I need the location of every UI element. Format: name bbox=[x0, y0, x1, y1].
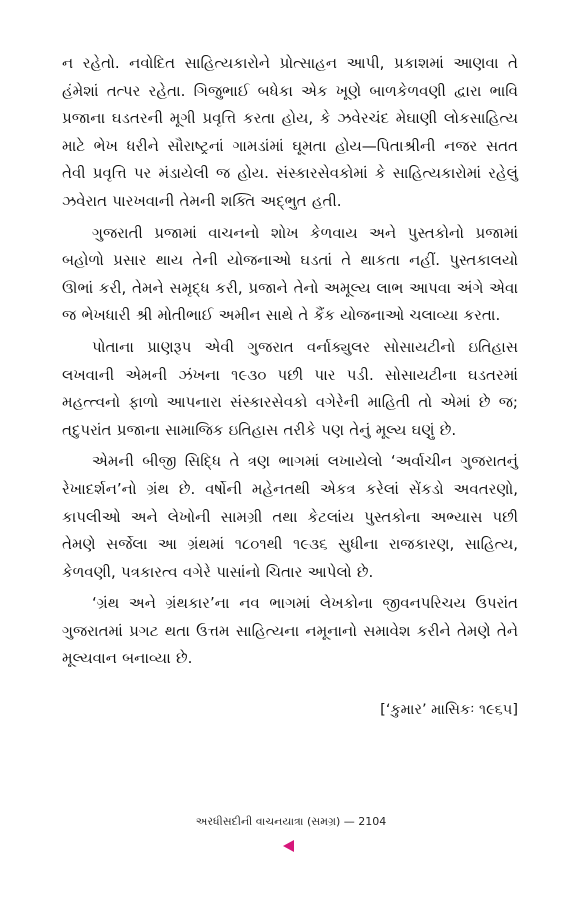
paragraph-5: ‘ગ્રંથ અને ગ્રંથકાર’ના નવ ભાગમાં લેખકોના જીવનપરિચય ઉપરાંત ગુજરાતમાં પ્રગટ થતા ઉત્તમ સાહિત્યના નમૂનાનો સમાવેશ કરીને તેમણે તેને મૂલ્યવાન બનાવ્યા છે. bbox=[62, 594, 518, 668]
paragraph-2: ગુજરાતી પ્રજામાં વાચનનો શોખ કેળવાય અને પુસ્તકોનો પ્રજામાં બહોળો પ્રસાર થાય તેની યોજનાઓ ઘડતાં તે થાકતા નહીં. પુસ્તકાલયો ઊભાં કરી, તેમને સમૃદ્ધ કરી, પ્રજાને તેનો અમૂલ્ય લાભ આપવા અંગે એવા જ ભેખધારી શ્રી મોતીભાઈ અમીન સાથે તે કૈંક યોજનાઓ ચલાવ્યા કરતા. bbox=[62, 223, 518, 325]
page-footer: અરધીસદીની વાચનયાત્રા (સમગ્ર) — 2104 bbox=[195, 815, 387, 828]
paragraph-1: ન રહેતો. નવોદિત સાહિત્યકારોને પ્રોત્સાહન આપી, પ્રકાશમાં આણવા તે હંમેશાં તત્પર રહેતા. ગિજુભાઈ બધેકા એક ખૂણે બાળકેળવણી દ્વારા ભાવિ પ્રજાના ઘડતરની મૂગી પ્રવૃત્તિ કરતા હોય, કે ઝવેરચંદ મેઘાણી લોકસાહિત્ય માટે ભેખ ધરીને સૌરાષ્ટ્રનાં ગામડાંમાં ઘૂમતા હોય—પિતાશ્રીની નજર સતત તેવી પ્રવૃત્તિ પર મંડાયેલી જ હોય. સંસ્કારસેવકોમાં કે સાહિત્યકારોમાં રહેલું ઝવેરાત પારખવાની તેમની શક્તિ અદ્‌ભુત હતી. bbox=[62, 54, 518, 210]
paragraph-4: એમની બીજી સિદ્ધિ તે ત્રણ ભાગમાં લખાયેલો ‘અર્વાચીન ગુજરાતનું રેખાદર્શન’નો ગ્રંથ છે. વર્ષોની મહેનતથી એકત્ર કરેલાં સેંકડો અવતરણો, કાપલીઓ અને લેખોની સામગ્રી તથા કેટલાંય પુસ્તકોના અભ્યાસ પછી તેમણે સર્જેલા આ ગ્રંથમાં ૧૮૦૧થી ૧૯૩૬ સુધીના રાજકારણ, સાહિત્ય, કેળવણી, પત્રકારત્વ વગેરે પાસાંનો ચિતાર આપેલો છે. bbox=[62, 452, 518, 581]
paragraph-3: પોતાના પ્રાણરૂપ એવી ગુજરાત વર્નાક્યુલર સોસાયટીનો ઇતિહાસ લખવાની એમની ઝંખના ૧૯૩૦ પછી પાર પડી. સોસાયટીના ઘડતરમાં મહત્ત્વનો ફાળો આપનારા સંસ્કારસેવકો વગેરેની માહિતી તો એમાં છે જ; તદુપરાંત પ્રજાના સામાજિક ઇતિહાસ તરીકે પણ તેનું મૂલ્ય ઘણું છે. bbox=[62, 337, 518, 439]
source-citation: [‘કુમાર’ માસિકઃ ૧૯૬૫] bbox=[380, 702, 518, 718]
page-body bbox=[62, 50, 518, 673]
previous-page-icon[interactable] bbox=[283, 840, 294, 852]
